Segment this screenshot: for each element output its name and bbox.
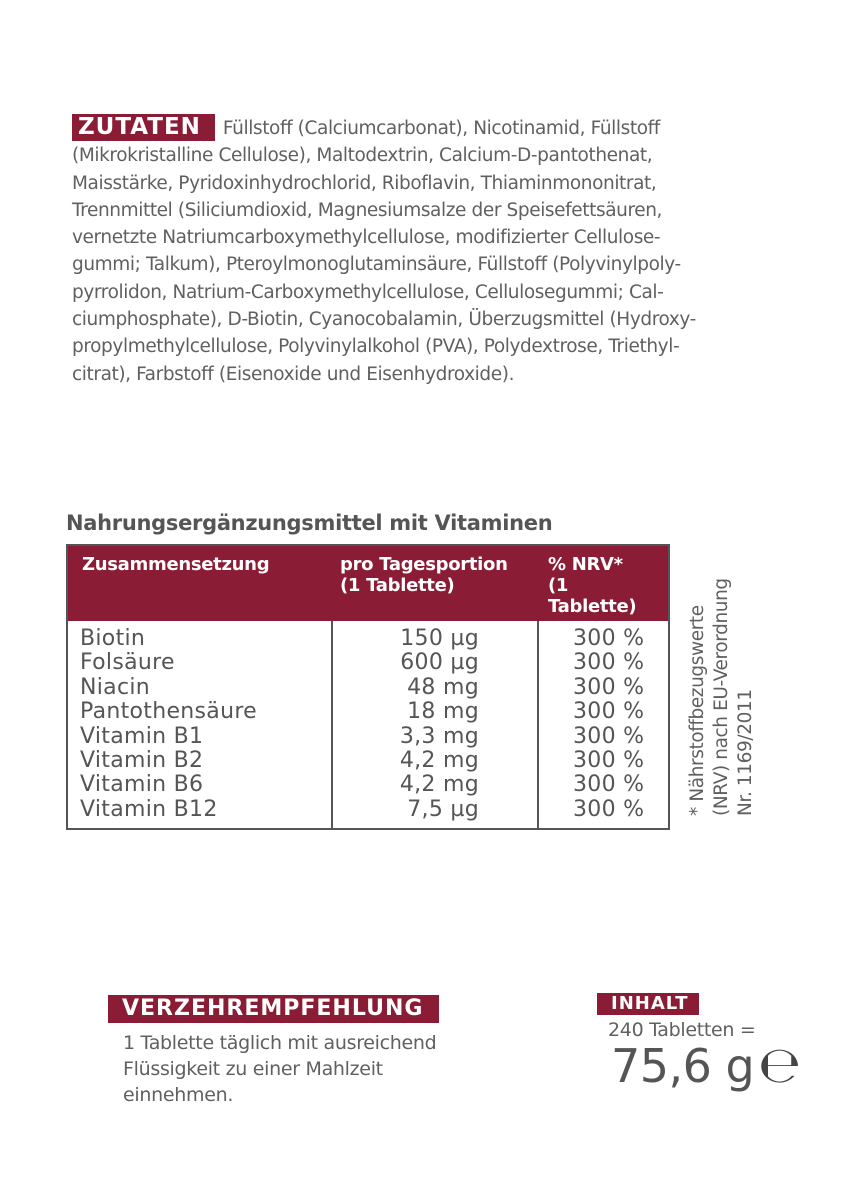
nutrient-name: Vitamin B1 — [80, 723, 204, 749]
header-daily-portion-line1: pro Tagesportion — [340, 554, 508, 575]
ingredients-line: gummi; Talkum), Pteroylmonoglutaminsäure, Füllstoff (Polyvinylpoly- — [72, 254, 681, 276]
ingredients-section — [72, 114, 802, 388]
ingredients-line: vernetzte Natriumcarboxymethylcellulose, modifizierter Cellulose- — [72, 227, 661, 249]
ingredients-line: pyrrolidon, Natrium-Carboxymethylcellulose, Cellulosegummi; Cal- — [72, 281, 664, 303]
footnote-line: (NRV) nach EU-Verordnung — [711, 578, 732, 816]
nutrient-amount: 18 mg — [332, 700, 538, 724]
nutrition-header-row — [67, 545, 669, 621]
nutrient-amount: 48 mg — [332, 676, 538, 700]
nutrient-nrv: 300 % — [538, 651, 669, 675]
dosage-line: Flüssigkeit zu einer Mahlzeit — [123, 1058, 383, 1080]
table-row — [67, 798, 669, 829]
nutrient-amount: 4,2 mg — [332, 773, 538, 797]
ingredients-line: propylmethylcellulose, Polyvinylalkohol (PVA), Polydextrose, Triethyl- — [72, 336, 680, 358]
nutrient-name: Niacin — [80, 674, 151, 700]
table-row — [67, 651, 669, 675]
ingredients-line: Füllstoff (Calciumcarbonat), Nicotinamid, Füllstoff — [222, 118, 660, 139]
nutrition-table — [66, 544, 670, 830]
table-row — [67, 700, 669, 724]
nutrient-name: Folsäure — [80, 650, 175, 676]
nutrient-name: Biotin — [80, 626, 146, 651]
nutrient-name: Pantothensäure — [80, 699, 258, 725]
nutrient-name: Vitamin B12 — [80, 796, 218, 822]
ingredients-line: (Mikrokristalline Cellulose), Maltodextrin, Calcium-D-pantothenat, — [72, 145, 653, 167]
table-row — [67, 725, 669, 749]
nutrient-name: Vitamin B2 — [80, 748, 204, 774]
nrv-footnote — [686, 546, 762, 816]
dosage-text — [123, 1030, 436, 1108]
dosage-line: einnehmen. — [123, 1084, 234, 1106]
estimated-sign-icon: ℮ — [758, 1036, 801, 1094]
contents-weight-value: 75,6 g — [611, 1039, 755, 1093]
ingredients-label: ZUTATEN — [72, 114, 215, 141]
nutrient-amount: 150 µg — [332, 621, 538, 651]
header-composition: Zusammensetzung — [67, 545, 332, 621]
nutrient-nrv: 300 % — [538, 621, 669, 651]
nutrient-amount: 7,5 µg — [332, 798, 538, 829]
header-nrv — [538, 545, 669, 621]
nutrient-nrv: 300 % — [538, 749, 669, 773]
ingredients-line: citrat), Farbstoff (Eisenoxide und Eisenhydroxide). — [72, 363, 515, 385]
table-row — [67, 773, 669, 797]
nutrient-nrv: 300 % — [538, 725, 669, 749]
dosage-line: 1 Tablette täglich mit ausreichend — [123, 1032, 437, 1054]
nutrient-amount: 600 µg — [332, 651, 538, 675]
nutrient-nrv: 300 % — [538, 676, 669, 700]
footnote-line: Nr. 1169/2011 — [735, 689, 756, 816]
contents-weight — [611, 1038, 800, 1093]
table-row — [67, 621, 669, 651]
ingredients-line: Maisstärke, Pyridoxinhydrochlorid, Riboflavin, Thiaminmononitrat, — [72, 172, 657, 194]
nutrition-title: Nahrungsergänzungsmittel mit Vitaminen — [66, 511, 553, 535]
contents-count: 240 Tabletten = — [608, 1019, 756, 1041]
ingredients-line: ciumphosphate), D-Biotin, Cyanocobalamin, Überzugsmittel (Hydroxy- — [72, 309, 696, 331]
nutrient-amount: 4,2 mg — [332, 749, 538, 773]
nutrient-nrv: 300 % — [538, 700, 669, 724]
contents-label: INHALT — [597, 993, 699, 1015]
nutrient-amount: 3,3 mg — [332, 725, 538, 749]
header-nrv-line2: (1 Tablette) — [548, 575, 637, 617]
header-daily-portion — [332, 545, 538, 621]
nutrient-nrv: 300 % — [538, 798, 669, 829]
ingredients-line: Trennmittel (Siliciumdioxid, Magnesiumsalze der Speisefettsäuren, — [72, 199, 663, 221]
nutrient-nrv: 300 % — [538, 773, 669, 797]
dosage-label: VERZEHREMPFEHLUNG — [108, 995, 439, 1023]
header-daily-portion-line2: (1 Tablette) — [340, 575, 455, 596]
footnote-line: * Nährstoffbezugswerte — [687, 605, 708, 816]
table-row — [67, 676, 669, 700]
table-row — [67, 749, 669, 773]
nutrient-name: Vitamin B6 — [80, 772, 204, 798]
header-nrv-line1: % NRV* — [548, 554, 623, 575]
